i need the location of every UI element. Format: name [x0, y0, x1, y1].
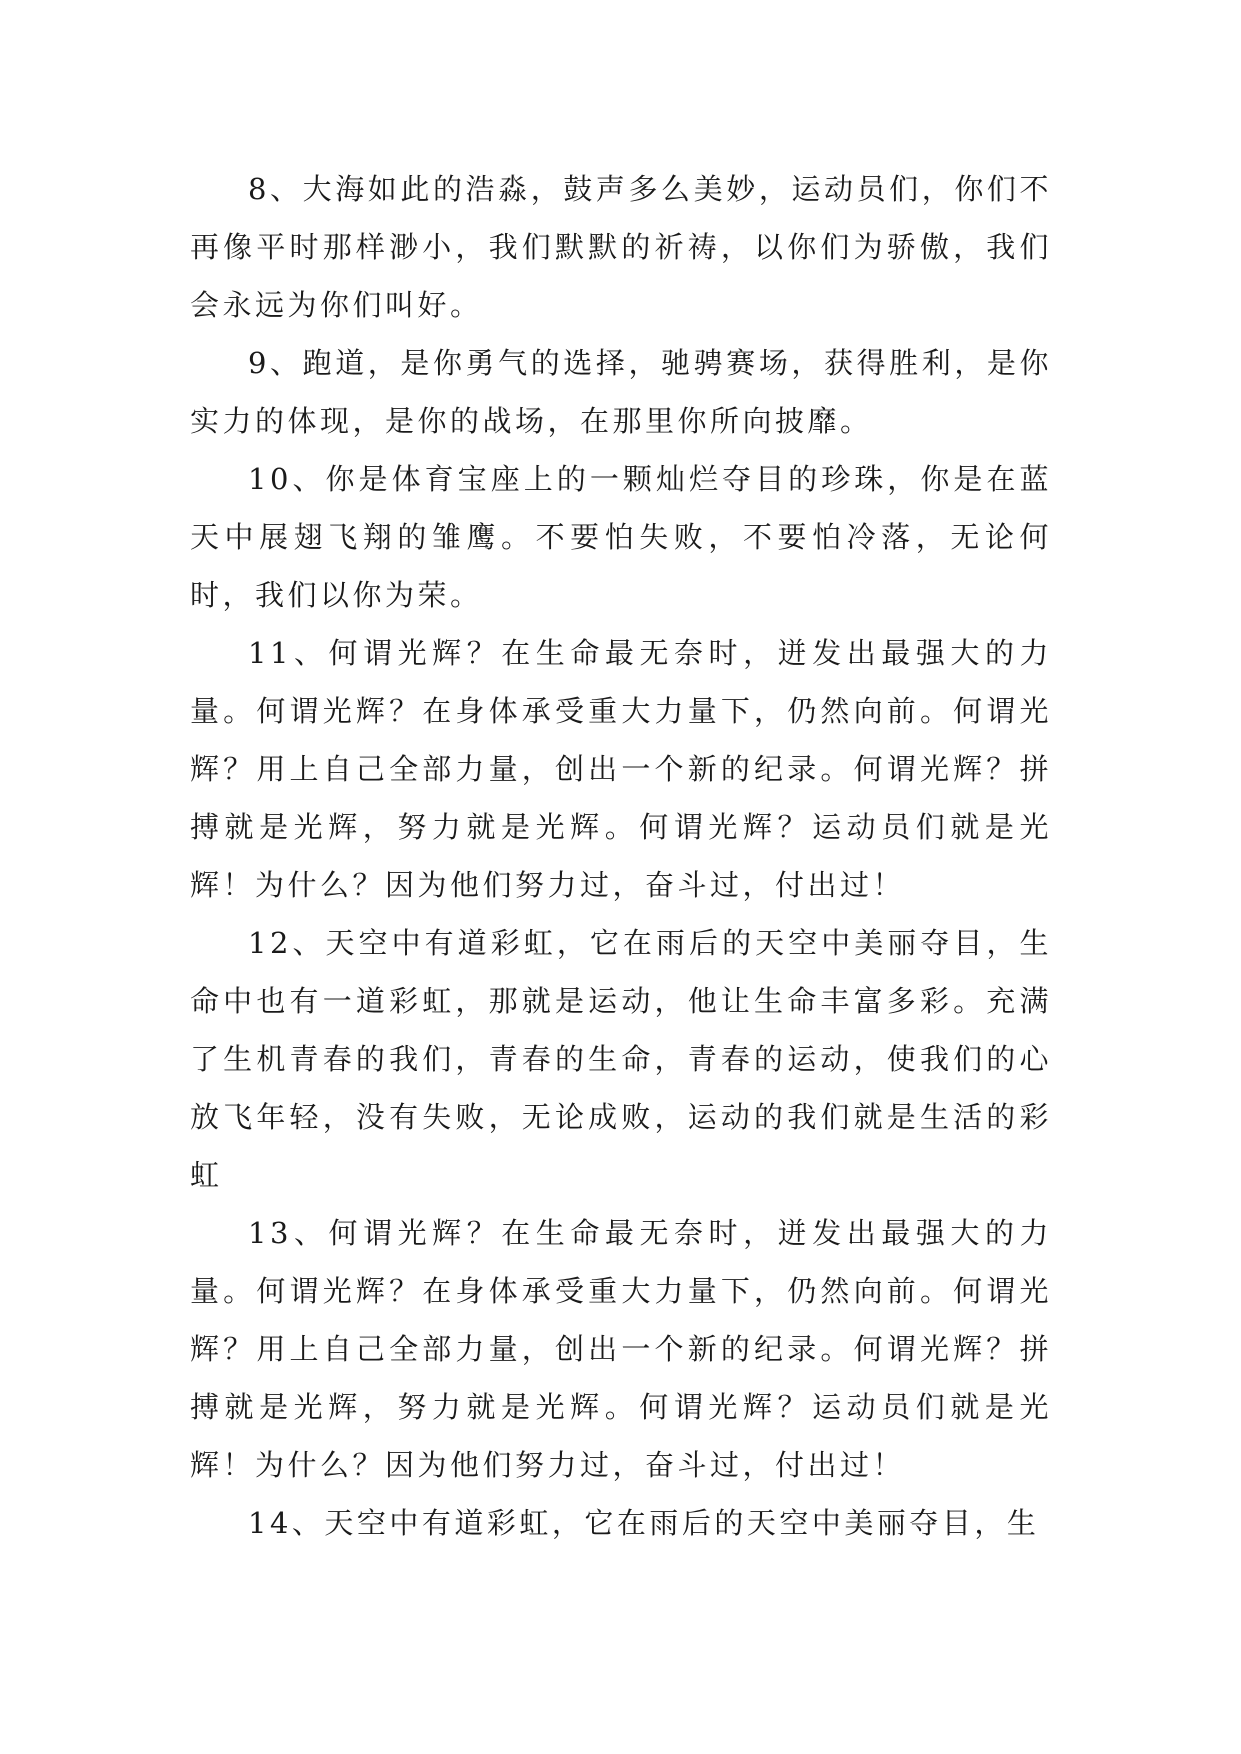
paragraph-12: 12、天空中有道彩虹，它在雨后的天空中美丽夺目，生命中也有一道彩虹，那就是运动，他让生命丰富多彩。充满了生机青春的我们，青春的生命，青春的运动，使我们的心放飞年轻，没有失败，无论成败，运动的我们就是生活的彩虹 — [190, 926, 1052, 1192]
paragraph-11: 11、何谓光辉？在生命最无奈时，迸发出最强大的力量。何谓光辉？在身体承受重大力量下，仍然向前。何谓光辉？用上自己全部力量，创出一个新的纪录。何谓光辉？拼搏就是光辉，努力就是光辉。何谓光辉？运动员们就是光辉！为什么？因为他们努力过，奋斗过，付出过！ — [190, 636, 1052, 902]
paragraph-9: 9、跑道，是你勇气的选择，驰骋赛场，获得胜利，是你实力的体现，是你的战场，在那里你所向披靡。 — [190, 346, 1052, 438]
paragraph-10: 10、你是体育宝座上的一颗灿烂夺目的珍珠，你是在蓝天中展翅飞翔的雏鹰。不要怕失败，不要怕冷落，无论何时，我们以你为荣。 — [190, 462, 1052, 612]
paragraph-14: 14、天空中有道彩虹，它在雨后的天空中美丽夺目，生 — [248, 1506, 1040, 1540]
document-body — [190, 160, 1052, 1552]
paragraph-13: 13、何谓光辉？在生命最无奈时，迸发出最强大的力量。何谓光辉？在身体承受重大力量下，仍然向前。何谓光辉？用上自己全部力量，创出一个新的纪录。何谓光辉？拼搏就是光辉，努力就是光辉。何谓光辉？运动员们就是光辉！为什么？因为他们努力过，奋斗过，付出过！ — [190, 1216, 1052, 1482]
paragraph-8: 8、大海如此的浩淼，鼓声多么美妙，运动员们，你们不再像平时那样渺小，我们默默的祈祷，以你们为骄傲，我们会永远为你们叫好。 — [190, 172, 1052, 322]
